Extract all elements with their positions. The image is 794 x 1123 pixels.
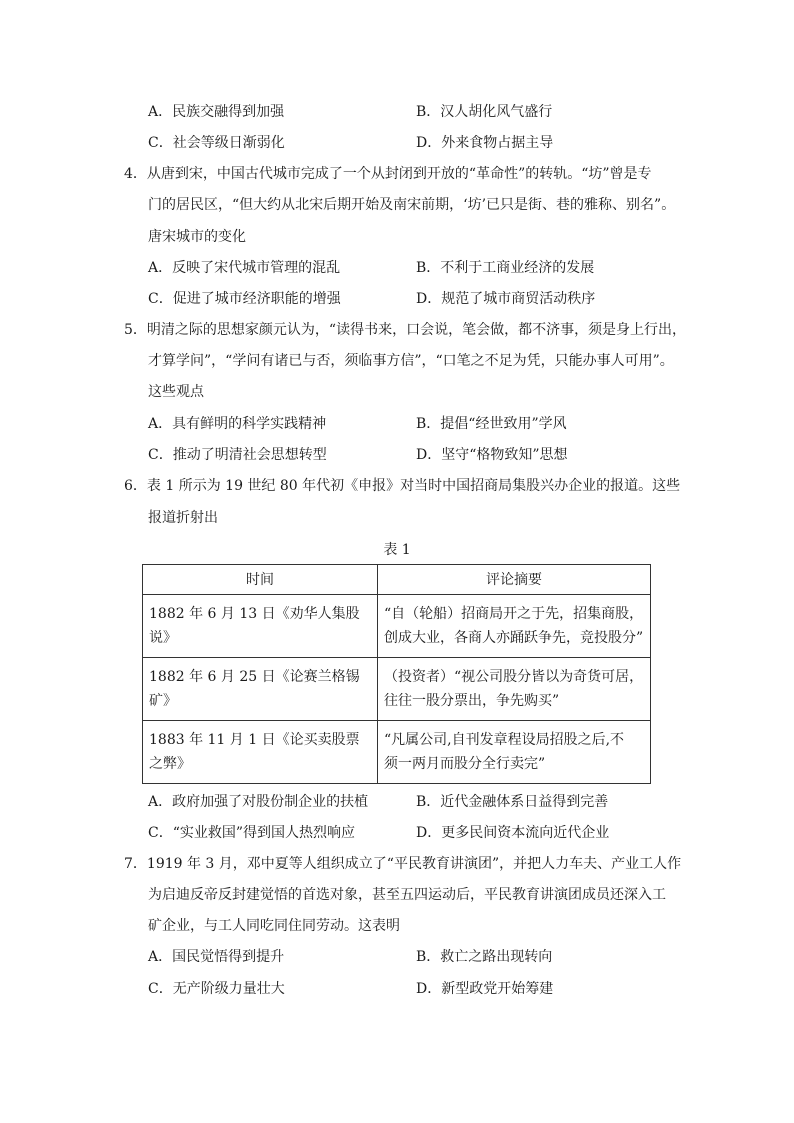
q5-option-b[interactable]: B．提倡“经世致用”学风 bbox=[416, 416, 567, 432]
q3-option-a[interactable]: A．民族交融得到加强 bbox=[148, 104, 285, 120]
q6-option-d[interactable]: D．更多民间资本流向近代企业 bbox=[416, 825, 610, 841]
row-time: 1882 年 6 月 13 日《劝华人集股说》 bbox=[143, 595, 378, 658]
q7-option-b[interactable]: B．救亡之路出现转向 bbox=[416, 949, 553, 965]
q7-stem-line-2: 为启迪反帝反封建觉悟的首选对象，甚至五四运动后，平民教育讲演团成员还深入工 bbox=[148, 887, 666, 903]
q7-option-a[interactable]: A．国民觉悟得到提升 bbox=[148, 949, 285, 965]
row-summary bbox=[378, 595, 651, 658]
row-summary bbox=[378, 658, 651, 721]
q3-option-d[interactable]: D．外来食物占据主导 bbox=[416, 135, 554, 151]
summary-line: 创成大业，各商人亦踊跃争先，竞投股分” bbox=[384, 630, 644, 646]
q6-option-a[interactable]: A．政府加强了对股份制企业的扶植 bbox=[148, 794, 369, 810]
table-row bbox=[143, 658, 651, 721]
q6-option-b[interactable]: B．近代金融体系日益得到完善 bbox=[416, 794, 609, 810]
q5-option-a[interactable]: A．具有鲜明的科学实践精神 bbox=[148, 416, 327, 432]
row-time: 1883 年 11 月 1 日《论买卖股票之弊》 bbox=[143, 721, 378, 784]
q4-stem-line-3: 唐宋城市的变化 bbox=[148, 229, 246, 245]
summary-line: （投资者）“视公司股分皆以为奇货可居， bbox=[384, 669, 644, 685]
q7-stem-line-3: 矿企业，与工人同吃同住同劳动。这表明 bbox=[148, 918, 400, 934]
report-table bbox=[142, 564, 651, 784]
summary-line: 须一两月而股分全行卖完” bbox=[384, 756, 546, 772]
q4-option-b[interactable]: B．不利于工商业经济的发展 bbox=[416, 260, 595, 276]
q3-option-c[interactable]: C．社会等级日渐弱化 bbox=[148, 135, 285, 151]
q4-option-a[interactable]: A．反映了宋代城市管理的混乱 bbox=[148, 260, 341, 276]
q5-stem-line-2: 才算学问”，“学问有诸已与否，须临事方信”，“口笔之不足为凭，只能办事人可用”。 bbox=[148, 353, 674, 369]
q4-stem-line-2: 门的居民区，“但大约从北宋后期开始及南宋前期，‘坊’已只是街、巷的雅称、别名”。 bbox=[148, 197, 676, 213]
summary-line: “凡属公司,自刊发章程设局招股之后,不 bbox=[384, 732, 625, 748]
summary-line: “自（轮船）招商局开之于先，招集商股， bbox=[384, 606, 644, 622]
header-summary: 评论摘要 bbox=[378, 565, 651, 595]
q5-option-d[interactable]: D．坚守“格物致知”思想 bbox=[416, 447, 568, 463]
q3-option-b[interactable]: B．汉人胡化风气盛行 bbox=[416, 104, 553, 120]
row-summary bbox=[378, 721, 651, 784]
q7-stem-line-1: 7．1919 年 3 月，邓中夏等人组织成立了“平民教育讲演团”，并把人力车夫、产业工人作 bbox=[124, 856, 682, 872]
q7-option-c[interactable]: C．无产阶级力量壮大 bbox=[148, 981, 285, 997]
q4-option-c[interactable]: C．促进了城市经济职能的增强 bbox=[148, 291, 341, 307]
q4-stem-line-1: 4．从唐到宋，中国古代城市完成了一个从封闭到开放的“革命性”的转轨。“坊”曾是专 bbox=[124, 166, 652, 182]
q6-stem-line-2: 报道折射出 bbox=[148, 510, 218, 526]
summary-line: 往往一股分票出，争先购买” bbox=[384, 693, 560, 709]
table-row bbox=[143, 721, 651, 784]
q6-stem-line-1: 6．表 1 所示为 19 世纪 80 年代初《申报》对当时中国招商局集股兴办企业的报道。这些 bbox=[124, 478, 681, 494]
q5-stem-line-3: 这些观点 bbox=[148, 384, 204, 400]
table-title: 表 1 bbox=[383, 542, 411, 558]
q7-option-d[interactable]: D．新型政党开始筹建 bbox=[416, 981, 554, 997]
q6-option-c[interactable]: C．“实业救国”得到国人热烈响应 bbox=[148, 825, 356, 841]
table-header-row bbox=[143, 565, 651, 595]
row-time: 1882 年 6 月 25 日《论赛兰格锡矿》 bbox=[143, 658, 378, 721]
q4-option-d[interactable]: D．规范了城市商贸活动秩序 bbox=[416, 291, 596, 307]
header-time: 时间 bbox=[143, 565, 378, 595]
q5-stem-line-1: 5．明清之际的思想家颜元认为，“读得书来，口会说，笔会做，都不济事，须是身上行出， bbox=[124, 322, 687, 338]
q5-option-c[interactable]: C．推动了明清社会思想转型 bbox=[148, 447, 327, 463]
table-row bbox=[143, 595, 651, 658]
